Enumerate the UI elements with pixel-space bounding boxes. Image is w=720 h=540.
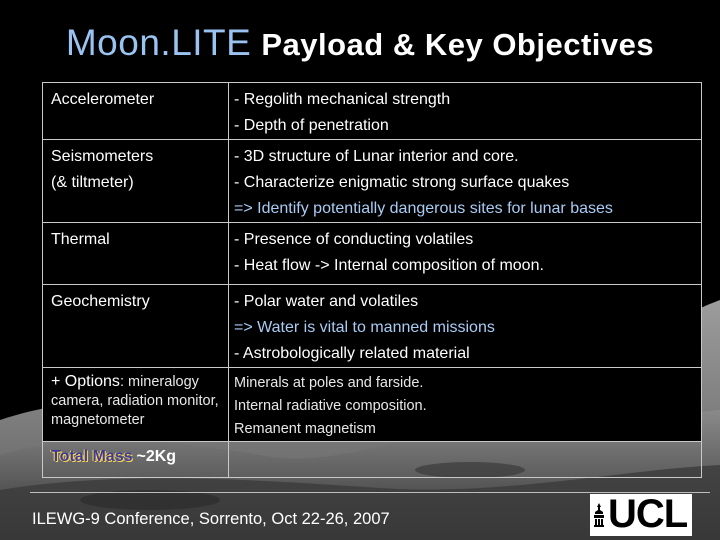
- instrument-name: Thermal: [51, 231, 110, 248]
- table-row: [43, 140, 702, 223]
- table-row-total-mass: [43, 442, 702, 478]
- instrument-name: Geochemistry: [51, 293, 150, 310]
- objectives-cell: [229, 223, 702, 285]
- objective-line: - 3D structure of Lunar interior and core.: [234, 148, 519, 165]
- objective-line: - Presence of conducting volatiles: [234, 231, 474, 248]
- instrument-name: (& tiltmeter): [51, 174, 134, 191]
- objective-line: - Astrobologically related material: [234, 345, 470, 362]
- table-row: [43, 223, 702, 285]
- objectives-cell: [229, 140, 702, 223]
- options-label: [51, 372, 222, 430]
- slide-title: [0, 22, 720, 64]
- options-instrument-cell: [43, 368, 229, 442]
- instrument-cell: [43, 83, 229, 140]
- instrument-name: Accelerometer: [51, 91, 155, 108]
- objectives-cell: [229, 83, 702, 140]
- ucl-logo: [590, 494, 692, 536]
- options-objectives-cell: [229, 368, 702, 442]
- objective-line: - Characterize enigmatic strong surface quakes: [234, 174, 570, 191]
- ucl-logo-text: UCL: [608, 492, 688, 536]
- options-objective-line: Remanent magnetism: [234, 421, 376, 437]
- total-mass-cell: [43, 442, 229, 478]
- total-mass-value: ~2Kg: [136, 448, 177, 465]
- objective-line: - Regolith mechanical strength: [234, 91, 451, 108]
- objective-highlight: => Water is vital to manned missions: [234, 319, 495, 336]
- options-label-rest: : mineralogy camera, radiation monitor, magnetometer: [51, 374, 219, 428]
- instrument-cell: [43, 140, 229, 223]
- options-label-strong: + Options: [51, 373, 120, 390]
- ucl-crest-icon: [594, 503, 604, 527]
- objective-highlight: => Identify potentially dangerous sites for lunar bases: [234, 200, 613, 217]
- title-subject: Payload & Key Objectives: [261, 27, 655, 62]
- total-mass-empty-cell: [229, 442, 702, 478]
- table-row: [43, 83, 702, 140]
- title-mission-name: Moon.LITE: [65, 22, 252, 63]
- footer-conference: ILEWG-9 Conference, Sorrento, Oct 22-26, 2007: [32, 510, 390, 528]
- instrument-cell: [43, 223, 229, 285]
- options-objective-line: Minerals at poles and farside.: [234, 375, 424, 391]
- table-row-options: [43, 368, 702, 442]
- objective-line: - Depth of penetration: [234, 117, 389, 134]
- objective-line: - Heat flow -> Internal composition of moon.: [234, 257, 544, 274]
- payload-table: [42, 82, 702, 478]
- instrument-name: Seismometers: [51, 148, 154, 165]
- options-objective-line: Internal radiative composition.: [234, 398, 427, 414]
- total-mass-label: Total Mass: [51, 448, 133, 465]
- instrument-cell: [43, 285, 229, 368]
- table-row: [43, 285, 702, 368]
- objective-line: - Polar water and volatiles: [234, 293, 419, 310]
- objectives-cell: [229, 285, 702, 368]
